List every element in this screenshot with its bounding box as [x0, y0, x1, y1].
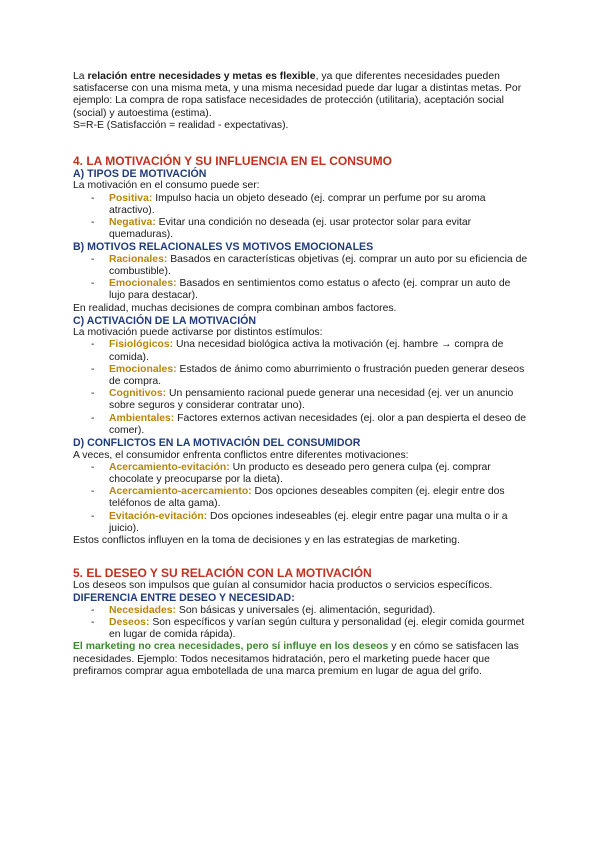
intro-paragraph: [73, 71, 528, 120]
term-label: Deseos:: [109, 616, 150, 628]
list-item: [73, 193, 528, 217]
document-page: [73, 71, 528, 678]
subsection-b-conclusion: En realidad, muchas decisiones de compra combinan ambos factores.: [73, 302, 397, 314]
term-label: Positiva:: [109, 192, 153, 204]
term-description: Un producto es deseado pero genera culpa (ej. comprar chocolate y preocuparse por la dieta).: [109, 461, 491, 485]
term-label: Cognitivos:: [109, 388, 167, 400]
motives-list: [73, 254, 528, 303]
subsection-a-intro: La motivación en el consumo puede ser:: [73, 180, 260, 192]
subsection-c-title: C) ACTIVACIÓN DE LA MOTIVACIÓN: [73, 314, 257, 327]
term-description: Dos opciones deseables compiten (ej. elegir entre dos teléfonos de alta gama).: [109, 486, 505, 510]
list-item: [73, 605, 528, 617]
activation-list: [73, 339, 528, 437]
list-item: [73, 486, 528, 510]
subsection-d-conclusion: Estos conflictos influyen en la toma de decisiones y en las estrategias de marketing.: [73, 534, 460, 546]
satisfaction-formula: S=R-E (Satisfacción = realidad - expectativas).: [73, 119, 289, 131]
term-description: Basados en sentimientos como estatus o afecto (ej. comprar un auto de lujo para destacar).: [109, 278, 511, 302]
conflicts-list: [73, 462, 528, 535]
subsection-c-intro: La motivación puede activarse por distintos estímulos:: [73, 327, 323, 339]
section-5-intro: Los deseos son impulsos que guían al consumidor hacia productos o servicios específicos.: [73, 580, 493, 592]
term-label: Acercamiento-acercamiento:: [109, 486, 252, 498]
term-description: Son básicas y universales (ej. alimentación, seguridad).: [176, 604, 436, 616]
term-label: Fisiológicos:: [109, 339, 174, 351]
intro-bold-phrase: relación entre necesidades y metas es flexible: [87, 71, 316, 82]
section-4-title: 4. LA MOTIVACIÓN Y SU INFLUENCIA EN EL CONSUMO: [73, 154, 392, 169]
term-description: Dos opciones indeseables (ej. elegir entre pagar una multa o ir a juicio).: [109, 510, 508, 534]
list-item: [73, 278, 528, 302]
closing-paragraph: [73, 641, 528, 678]
term-description: Una necesidad biológica activa la motivación (ej. hambre → compra de comida).: [109, 339, 504, 363]
closing-text: y en cómo se satisfacen las necesidades. Ejemplo: Todos necesitamos hidratación, pero el marketing puede hacer que prefiramos comprar agua embotellada de una marca premium en lugar de agua del grifo.: [73, 641, 519, 677]
closing-highlight: El marketing no crea necesidades, pero sí influye en los deseos: [73, 641, 389, 653]
term-description: Impulso hacia un objeto deseado (ej. comprar un perfume por su aroma atractivo).: [109, 192, 486, 216]
term-description: Evitar una condición no deseada (ej. usar protector solar para evitar quemaduras).: [109, 217, 472, 241]
subsection-d-intro: A veces, el consumidor enfrenta conflictos entre diferentes motivaciones:: [73, 449, 409, 461]
term-description: Factores externos activan necesidades (ej. olor a pan despierta el deseo de comer).: [109, 412, 527, 436]
term-label: Racionales:: [109, 253, 168, 265]
difference-title: DIFERENCIA ENTRE DESEO Y NECESIDAD:: [73, 592, 295, 605]
list-item: [73, 511, 528, 535]
subsection-a-title: A) TIPOS DE MOTIVACIÓN: [73, 168, 207, 181]
list-item: [73, 462, 528, 486]
need-vs-desire-list: [73, 605, 528, 642]
list-item: [73, 217, 528, 241]
term-label: Emocionales:: [109, 363, 177, 375]
term-label: Emocionales:: [109, 278, 177, 290]
list-item: [73, 364, 528, 388]
motivation-types-list: [73, 193, 528, 242]
term-label: Evitación-evitación:: [109, 510, 208, 522]
term-label: Acercamiento-evitación:: [109, 461, 230, 473]
subsection-d-title: D) CONFLICTOS EN LA MOTIVACIÓN DEL CONSUMIDOR: [73, 437, 361, 450]
term-label: Negativa:: [109, 217, 156, 229]
term-label: Necesidades:: [109, 604, 176, 616]
term-description: Estados de ánimo como aburrimiento o frustración pueden generar deseos de compra.: [109, 363, 525, 388]
subsection-b-title: B) MOTIVOS RELACIONALES VS MOTIVOS EMOCIONALES: [73, 241, 374, 254]
list-item: [73, 388, 528, 412]
list-item: [73, 617, 528, 641]
section-5-title: 5. EL DESEO Y SU RELACIÓN CON LA MOTIVACIÓN: [73, 566, 372, 581]
list-item: [73, 254, 528, 278]
term-description: Son específicos y varían según cultura y personalidad (ej. elegir comida gourmet en lugar de comida rápida).: [109, 616, 525, 641]
term-description: Basados en características objetivas (ej. comprar un auto por su eficiencia de combustible).: [109, 253, 528, 278]
list-item: [73, 339, 528, 363]
intro-text-rest: , ya que diferentes necesidades pueden satisfacerse con una misma meta, y una misma necesidad puede dar lugar a distintas metas. Por ejemplo: La compra de ropa satisface necesidades de protección (utilitaria), aceptación social (social) y autoestima (estima).: [73, 71, 522, 119]
list-item: [73, 413, 528, 437]
term-description: Un pensamiento racional puede generar una necesidad (ej. ver un anuncio sobre seguros y considerar contratar uno).: [109, 388, 514, 412]
term-label: Ambientales:: [109, 412, 175, 424]
intro-text-start: La: [73, 71, 88, 82]
